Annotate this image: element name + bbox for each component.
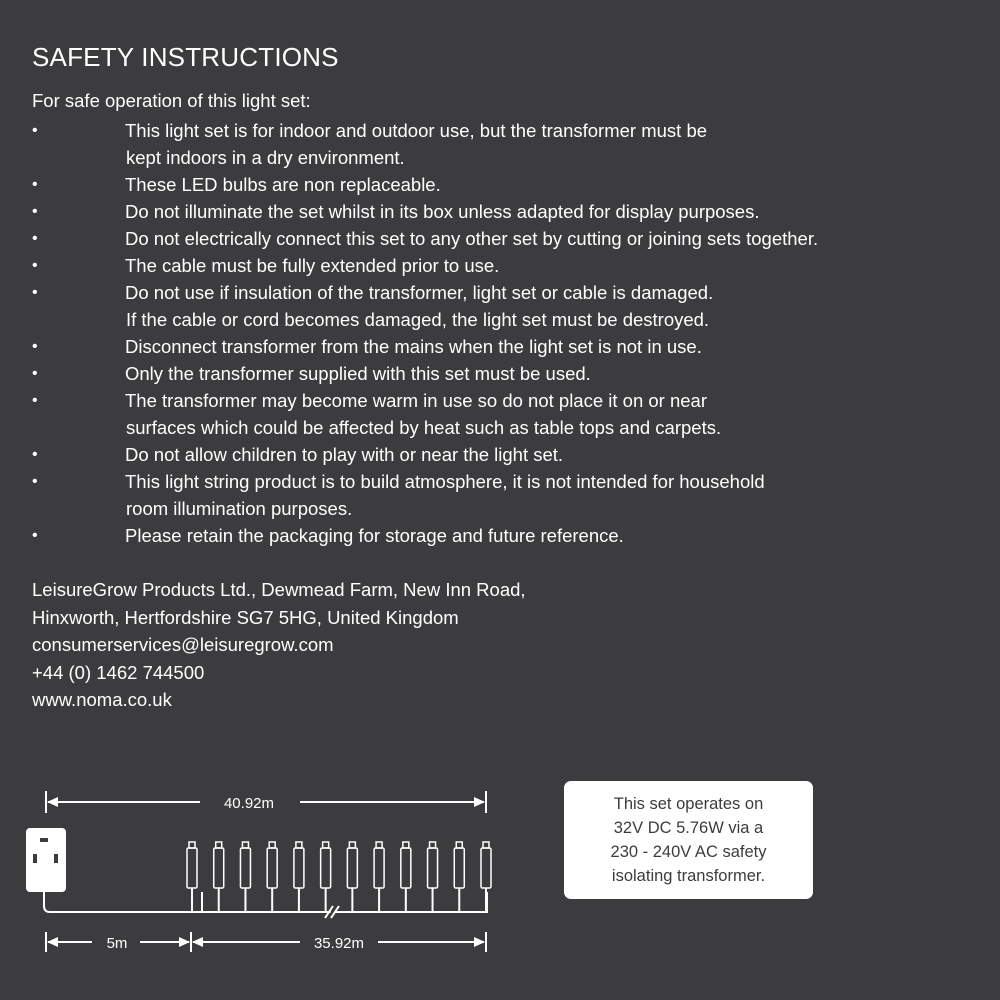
bulb-icon: [294, 842, 304, 912]
contact-block: [32, 576, 526, 714]
bulb-icon: [240, 842, 250, 912]
safety-item-text: The transformer may become warm in use so do not place it on or near: [125, 390, 707, 411]
bulb-icon: [321, 842, 331, 912]
bullet-icon: •: [32, 473, 38, 490]
power-info-line: This set operates on: [613, 795, 764, 813]
bullet-icon: •: [32, 446, 38, 463]
bulb-icon: [401, 842, 411, 912]
safety-item-text: These LED bulbs are non replaceable.: [125, 174, 441, 195]
contact-email: consumerservices@leisuregrow.com: [32, 634, 334, 655]
light-set-diagram: [0, 780, 560, 960]
safety-item-text: This light set is for indoor and outdoor use, but the transformer must be: [125, 120, 708, 141]
bulb-icon: [347, 842, 357, 912]
intro-text: For safe operation of this light set:: [32, 90, 311, 111]
bullet-icon: •: [32, 122, 38, 139]
safety-item: [32, 279, 818, 333]
company-address: Hinxworth, Hertfordshire SG7 5HG, United Kingdom: [32, 606, 459, 628]
transformer-plug-icon: [26, 828, 66, 892]
lit-length-label: 35.92m: [313, 935, 365, 952]
safety-item-text: Do not electrically connect this set to any other set by cutting or joining sets together.: [125, 228, 819, 249]
safety-item-text: Please retain the packaging for storage and future reference.: [125, 525, 624, 546]
power-info-line: 230 - 240V AC safety: [610, 843, 767, 861]
safety-item-text: If the cable or cord becomes damaged, the light set must be destroyed.: [126, 309, 710, 330]
safety-item-text: Do not illuminate the set whilst in its box unless adapted for display purposes.: [125, 201, 760, 222]
safety-item-text: kept indoors in a dry environment.: [126, 147, 405, 168]
contact-phone: +44 (0) 1462 744500: [32, 661, 205, 683]
power-info-box: [564, 781, 813, 899]
safety-item: [32, 522, 818, 549]
bullet-icon: •: [32, 284, 38, 301]
bulb-icon: [481, 842, 491, 912]
safety-item-text: Only the transformer supplied with this set must be used.: [125, 363, 591, 384]
safety-item-text: surfaces which could be affected by heat such as table tops and carpets.: [126, 417, 722, 438]
bullet-icon: •: [32, 203, 38, 220]
bulb-icon: [374, 842, 384, 912]
safety-item: [32, 441, 818, 468]
bulb-icon: [187, 842, 197, 912]
page-title: SAFETY INSTRUCTIONS: [32, 42, 339, 72]
power-info-line: 32V DC 5.76W via a: [613, 819, 764, 837]
safety-item: [32, 333, 818, 360]
safety-item: [32, 468, 818, 522]
contact-website: www.noma.co.uk: [32, 689, 172, 710]
safety-item-text: This light string product is to build atmosphere, it is not intended for household: [125, 471, 765, 492]
bulb-icon: [267, 842, 277, 912]
bulb-icon: [214, 842, 224, 912]
safety-item-text: The cable must be fully extended prior to use.: [125, 255, 500, 276]
bullet-icon: •: [32, 230, 38, 247]
total-length-label: 40.92m: [223, 795, 275, 812]
bullet-icon: •: [32, 527, 38, 544]
safety-item: [32, 252, 818, 279]
bullet-icon: •: [32, 392, 38, 409]
bullet-icon: •: [32, 338, 38, 355]
safety-item: [32, 360, 818, 387]
safety-item: [32, 225, 818, 252]
bullet-icon: •: [32, 257, 38, 274]
led-bulbs: [187, 842, 491, 912]
safety-item: [32, 171, 818, 198]
safety-item-text: Do not allow children to play with or near the light set.: [125, 444, 564, 465]
safety-instructions-list: [32, 117, 818, 549]
safety-item: [32, 117, 818, 171]
safety-item-text: room illumination purposes.: [126, 498, 353, 519]
cable: [44, 892, 487, 918]
bullet-icon: •: [32, 176, 38, 193]
power-info-line: isolating transformer.: [611, 867, 766, 885]
company-name: LeisureGrow Products Ltd., Dewmead Farm, New Inn Road,: [32, 579, 526, 600]
safety-item: [32, 198, 818, 225]
bulb-icon: [428, 842, 438, 912]
bullet-icon: •: [32, 365, 38, 382]
safety-item-text: Do not use if insulation of the transformer, light set or cable is damaged.: [125, 282, 714, 303]
safety-item-text: Disconnect transformer from the mains when the light set is not in use.: [125, 336, 702, 357]
safety-item: [32, 387, 818, 441]
bulb-icon: [454, 842, 464, 912]
lead-length-label: 5m: [106, 935, 128, 952]
